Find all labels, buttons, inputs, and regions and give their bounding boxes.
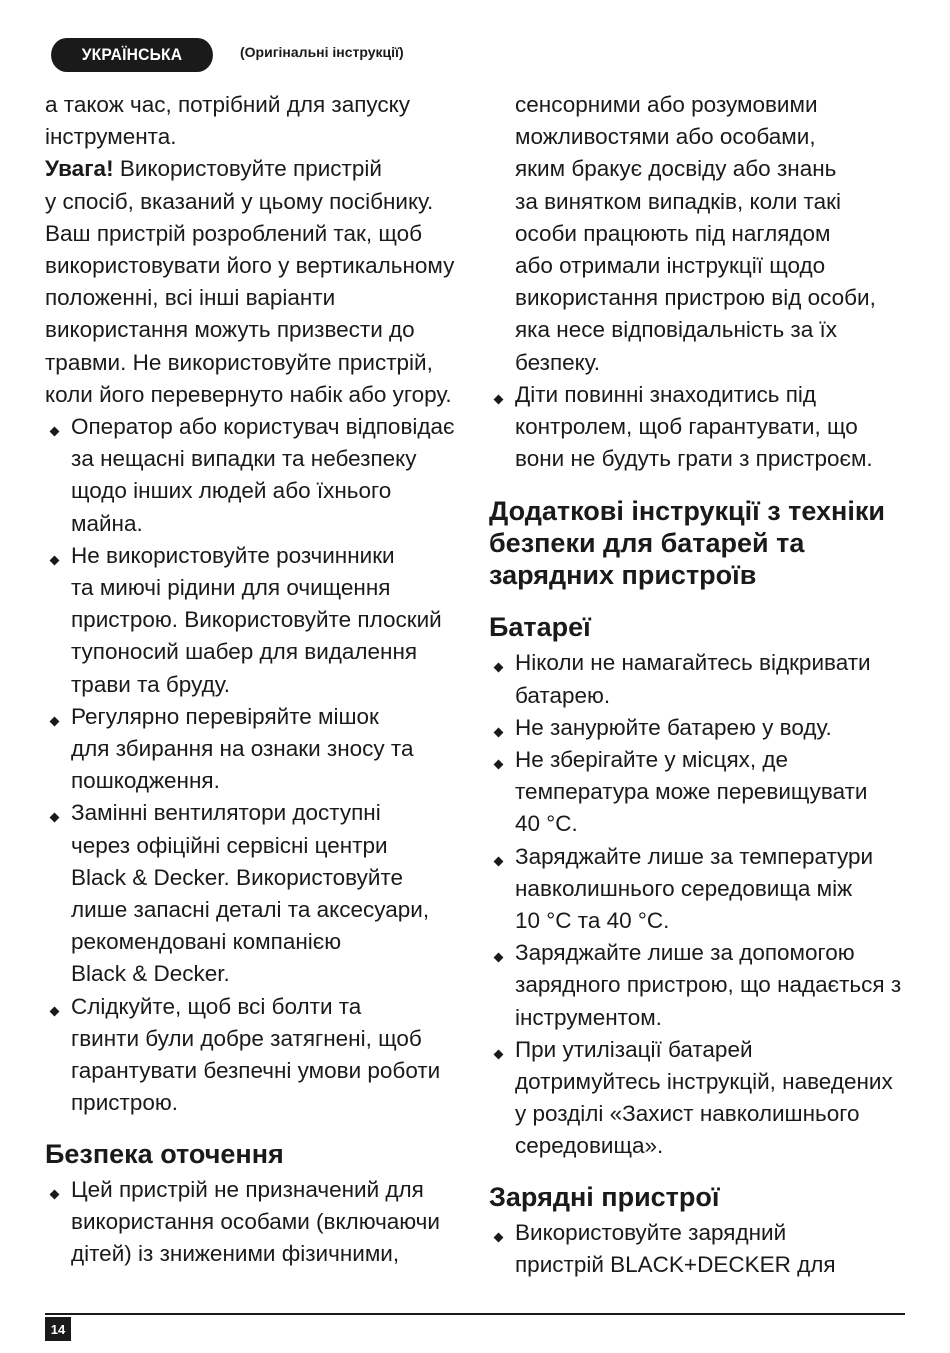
continued-text: сенсорними або розумовими можливостями або особами, яким бракує досвіду або знань за винятком випадків, коли такі особи працюють під наглядом або отримали інструкції щодо використання пристрою від особи, яка несе відповідальність за їх безпеку. (515, 92, 876, 375)
page-number: 14 (45, 1317, 71, 1341)
diamond-bullet-icon (50, 427, 60, 437)
environment-safety-heading: Безпека оточення (45, 1138, 284, 1169)
chargers-heading: Зарядні пристрої (489, 1181, 720, 1212)
diamond-bullet-icon (50, 813, 60, 823)
safety-list (45, 411, 475, 1119)
language-label: УКРАЇНСЬКА (81, 45, 183, 64)
chargers-list (489, 1217, 919, 1281)
diamond-bullet-icon (494, 1232, 504, 1242)
environment-list (45, 1174, 475, 1271)
left-column (45, 89, 475, 1270)
list-item: Не занурюйте батарею у воду. (489, 712, 919, 744)
diamond-bullet-icon (494, 760, 504, 770)
list-item: Регулярно перевіряйте мішок для збирання на ознаки зносу та пошкодження. (45, 701, 475, 798)
warning-label: Увага! (45, 156, 114, 182)
diamond-bullet-icon (494, 394, 504, 404)
language-badge (51, 38, 213, 72)
list-item: Замінні вентилятори доступні через офіційні сервісні центри Black & Decker. Використовуйте лише запасні деталі та аксесуари, рекомендовані компанією Black & Decker. (45, 797, 475, 990)
diamond-bullet-icon (494, 856, 504, 866)
diamond-bullet-icon (494, 727, 504, 737)
list-item: Заряджайте лише за температури навколишнього середовища між 10 °C та 40 °C. (489, 841, 919, 938)
list-item: Цей пристрій не призначений для використання особами (включаючи дітей) із зниженими фізичними, (45, 1174, 475, 1271)
diamond-bullet-icon (494, 663, 504, 673)
diamond-bullet-icon (50, 1006, 60, 1016)
list-item: Не використовуйте розчинники та миючі рідини для очищення пристрою. Використовуйте плоский тупоносий шабер для видалення трави та бруду. (45, 540, 475, 701)
list-item: Оператор або користувач відповідає за нещасні випадки та небезпеку щодо інших людей або їхнього майна. (45, 411, 475, 540)
list-item: При утилізації батарей дотримуйтесь інструкцій, наведених у розділі «Захист навколишнього середовища». (489, 1034, 919, 1163)
original-instructions-note: (Оригінальні інструкції) (240, 44, 404, 60)
battery-safety-heading: Додаткові інструкції з техніки безпеки для батарей та зарядних пристроїв (489, 496, 885, 591)
list-item: Ніколи не намагайтесь відкривати батарею. (489, 647, 919, 711)
list-item: Не зберігайте у місцях, де температура може перевищувати 40 °C. (489, 744, 919, 841)
batteries-list (489, 647, 919, 1162)
intro-continuation: а також час, потрібний для запуску інструмента. (45, 92, 410, 150)
right-column (489, 89, 919, 1281)
list-item: Слідкуйте, щоб всі болти та гвинти були добре затягнені, щоб гарантувати безпечні умови роботи пристрою. (45, 991, 475, 1120)
diamond-bullet-icon (50, 1189, 60, 1199)
diamond-bullet-icon (494, 953, 504, 963)
diamond-bullet-icon (494, 1049, 504, 1059)
warning-text: Використовуйте пристрій у спосіб, вказаний у цьому посібнику. Ваш пристрій розроблений так, щоб використовувати його у вертикальному положенні, всі інші варіанти використання можуть призвести до травми. Не використовуйте пристрій, коли його перевернуто набік або угору. (45, 156, 455, 407)
footer-rule (45, 1313, 905, 1315)
warning-paragraph (45, 153, 475, 411)
batteries-heading: Батареї (489, 612, 591, 643)
list-item: Діти повинні знаходитись під контролем, щоб гарантувати, що вони не будуть грати з пристроєм. (489, 379, 919, 476)
diamond-bullet-icon (50, 555, 60, 565)
list-item: Використовуйте зарядний пристрій BLACK+DECKER для (489, 1217, 919, 1281)
children-list (489, 379, 919, 476)
diamond-bullet-icon (50, 716, 60, 726)
list-item: Заряджайте лише за допомогою зарядного пристрою, що надається з інструментом. (489, 937, 919, 1034)
